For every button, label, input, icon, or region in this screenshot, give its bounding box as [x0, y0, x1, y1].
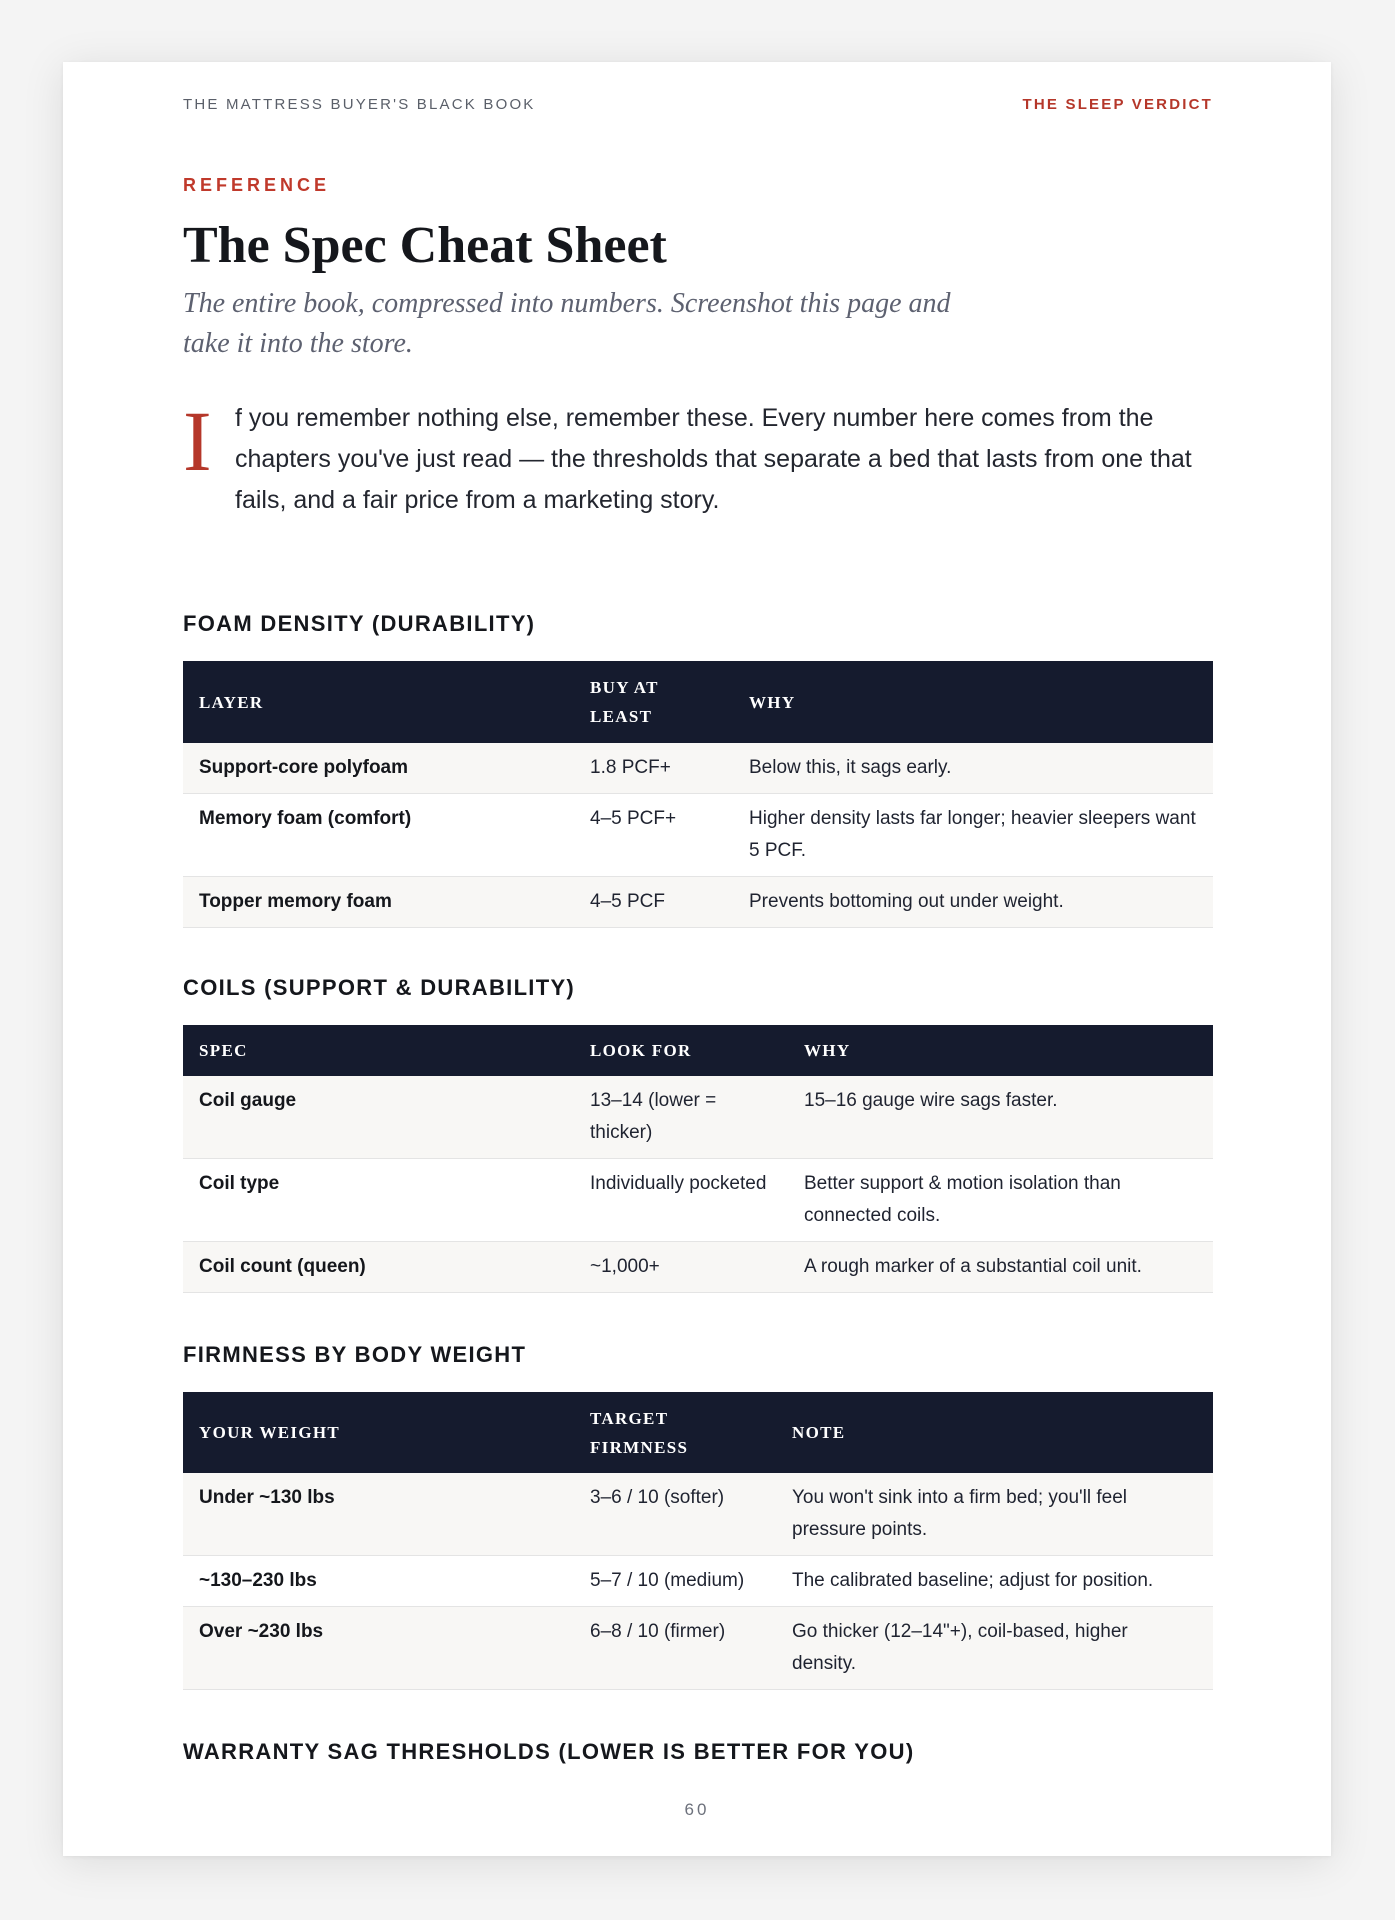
table-cell: The calibrated baseline; adjust for position. — [776, 1556, 1213, 1607]
column-header: YOUR WEIGHT — [199, 1423, 341, 1442]
running-head — [183, 96, 1213, 116]
coils-heading: COILS (SUPPORT & DURABILITY) — [183, 975, 576, 1000]
book-page — [63, 62, 1331, 1856]
table-cell: Over ~230 lbs — [183, 1607, 574, 1690]
table-row — [183, 743, 1213, 794]
book-title-running-head: THE MATTRESS BUYER'S BLACK BOOK — [183, 96, 536, 113]
page-subtitle: The entire book, compressed into numbers. Screenshot this page and take it into the store. — [183, 288, 951, 359]
table-row — [183, 877, 1213, 928]
table-row — [183, 794, 1213, 877]
warranty-heading: WARRANTY SAG THRESHOLDS (LOWER IS BETTER FOR YOU) — [183, 1739, 915, 1764]
table-cell: 6–8 / 10 (firmer) — [574, 1607, 776, 1690]
column-header: TARGET FIRMNESS — [590, 1408, 689, 1457]
column-header: WHY — [749, 692, 796, 712]
table-cell: Go thicker (12–14"+), coil-based, higher density. — [776, 1607, 1213, 1690]
column-header: BUY AT LEAST — [590, 678, 659, 726]
table-cell: Under ~130 lbs — [183, 1473, 574, 1556]
chapter-title-running-head: THE SLEEP VERDICT — [1022, 96, 1213, 113]
table-cell: Individually pocketed — [574, 1159, 788, 1242]
table-cell: 4–5 PCF — [574, 877, 733, 928]
table-header-row — [183, 661, 1213, 743]
table-row — [183, 1473, 1213, 1556]
table-cell: Better support & motion isolation than connected coils. — [788, 1159, 1213, 1242]
table-row — [183, 1607, 1213, 1690]
table-cell: 4–5 PCF+ — [574, 794, 733, 877]
drop-cap: I — [183, 393, 212, 489]
table-cell: Coil type — [183, 1159, 574, 1242]
table-cell: Topper memory foam — [183, 877, 574, 928]
column-header: NOTE — [792, 1423, 846, 1442]
intro-paragraph — [183, 393, 1213, 528]
table-cell: ~130–230 lbs — [183, 1556, 574, 1607]
table-cell: A rough marker of a substantial coil unit. — [788, 1242, 1213, 1293]
table-cell: Below this, it sags early. — [733, 743, 1213, 794]
table-cell: You won't sink into a firm bed; you'll feel pressure points. — [776, 1473, 1213, 1556]
firmness-table — [183, 1392, 1213, 1690]
column-header: LAYER — [199, 692, 264, 712]
table-row — [183, 1556, 1213, 1607]
table-cell: 13–14 (lower = thicker) — [574, 1076, 788, 1159]
table-cell: 3–6 / 10 (softer) — [574, 1473, 776, 1556]
page-number: 60 — [684, 1800, 710, 1819]
column-header: WHY — [804, 1041, 851, 1060]
table-cell: 15–16 gauge wire sags faster. — [788, 1076, 1213, 1159]
section-kicker: REFERENCE — [183, 175, 331, 195]
page-title: The Spec Cheat Sheet — [183, 217, 667, 274]
foam-density-table — [183, 661, 1213, 928]
firmness-heading: FIRMNESS BY BODY WEIGHT — [183, 1342, 527, 1367]
table-cell: Prevents bottoming out under weight. — [733, 877, 1213, 928]
table-cell: Support-core polyfoam — [183, 743, 574, 794]
table-cell: 1.8 PCF+ — [574, 743, 733, 794]
table-row — [183, 1159, 1213, 1242]
intro-text: f you remember nothing else, remember these. Every number here comes from the chapters you've just read — the thresholds that separate a bed that lasts from one that fails, and a fair price from a marketing story. — [235, 404, 1192, 514]
column-header: SPEC — [199, 1041, 248, 1060]
table-row — [183, 1242, 1213, 1293]
table-cell: Memory foam (comfort) — [183, 794, 574, 877]
coils-table — [183, 1025, 1213, 1293]
table-cell: Coil count (queen) — [183, 1242, 574, 1293]
table-header-row — [183, 1025, 1213, 1076]
table-cell: ~1,000+ — [574, 1242, 788, 1293]
table-cell: Higher density lasts far longer; heavier sleepers want 5 PCF. — [733, 794, 1213, 877]
foam-density-heading: FOAM DENSITY (DURABILITY) — [183, 611, 536, 636]
table-cell: 5–7 / 10 (medium) — [574, 1556, 776, 1607]
table-header-row — [183, 1392, 1213, 1473]
column-header: LOOK FOR — [590, 1041, 692, 1060]
table-cell: Coil gauge — [183, 1076, 574, 1159]
table-row — [183, 1076, 1213, 1159]
